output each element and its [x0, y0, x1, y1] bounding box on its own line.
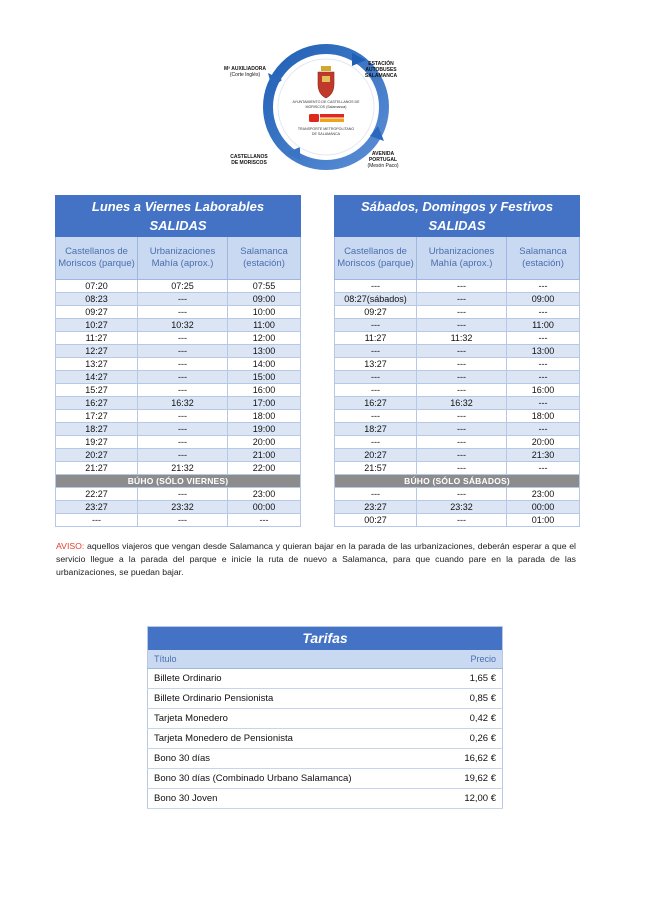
time-cell: 20:27 [335, 449, 417, 462]
time-cell: 21:27 [56, 462, 138, 475]
title-line: Lunes a Viernes Laborables [91, 199, 265, 214]
fare-price: 12,00 € [423, 789, 503, 809]
stop-avenida-portugal [362, 145, 404, 175]
time-cell: --- [335, 488, 417, 501]
time-cell: 23:27 [56, 501, 138, 514]
time-cell: --- [417, 280, 507, 293]
time-cell: --- [335, 410, 417, 423]
fare-row [148, 709, 503, 729]
time-cell: --- [507, 371, 580, 384]
time-cell: --- [138, 410, 228, 423]
time-cell: --- [138, 332, 228, 345]
time-cell: --- [138, 371, 228, 384]
council-name: AYUNTAMIENTO DE CASTELLANOS DE MORISCOS (Salamanca) [292, 100, 360, 109]
timetable-row [335, 345, 580, 358]
time-cell: 23:32 [417, 501, 507, 514]
time-cell: --- [507, 397, 580, 410]
fare-row [148, 669, 503, 689]
time-cell: --- [138, 423, 228, 436]
timetable-row [335, 319, 580, 332]
timetable-row [56, 488, 301, 501]
buho-row [335, 475, 580, 488]
fares-table [147, 626, 503, 809]
buho-label: BÚHO (SÓLO VIERNES) [56, 475, 301, 488]
fare-row [148, 729, 503, 749]
timetable-row [335, 358, 580, 371]
time-cell: --- [417, 306, 507, 319]
time-cell: 11:27 [335, 332, 417, 345]
timetable-row [56, 293, 301, 306]
stop-estacion-autobuses [360, 55, 402, 79]
time-cell: 23:27 [335, 501, 417, 514]
time-cell: 00:00 [507, 501, 580, 514]
time-cell: --- [56, 514, 138, 527]
route-circle-graphic [0, 0, 650, 185]
time-cell: 08:23 [56, 293, 138, 306]
timetable-row [56, 462, 301, 475]
time-cell: 21:30 [507, 449, 580, 462]
title-line: SALIDAS [428, 218, 486, 233]
time-cell: 16:27 [335, 397, 417, 410]
fare-price: 0,26 € [423, 729, 503, 749]
timetable-row [56, 345, 301, 358]
logo-text: TRANSPORTE PÚBLICO [346, 113, 364, 119]
time-cell: 15:27 [56, 384, 138, 397]
timetable-row [335, 410, 580, 423]
title-line: SALIDAS [149, 218, 207, 233]
col-header: Castellanos de Moriscos (parque) [335, 237, 417, 280]
time-cell: 12:00 [228, 332, 301, 345]
time-cell: 18:27 [56, 423, 138, 436]
stop-name: ESTACIÓN AUTOBUSES SALAMANCA [364, 61, 398, 79]
time-cell: 18:00 [228, 410, 301, 423]
timetable-row [56, 384, 301, 397]
stop-maria-auxiliadora [222, 60, 268, 84]
time-cell: --- [417, 488, 507, 501]
timetable-row [56, 436, 301, 449]
time-cell: --- [138, 358, 228, 371]
stop-note: (Mesón Paco) [367, 163, 399, 169]
time-cell: 10:32 [138, 319, 228, 332]
time-cell: --- [417, 410, 507, 423]
time-cell: 16:00 [507, 384, 580, 397]
fare-name: Billete Ordinario Pensionista [148, 689, 423, 709]
buho-label: BÚHO (SÓLO SÁBADOS) [335, 475, 580, 488]
time-cell: 21:32 [138, 462, 228, 475]
col-header: Salamanca (estación) [507, 237, 580, 280]
time-cell: --- [335, 371, 417, 384]
stop-name: CASTELLANOS DE MORISCOS [230, 154, 268, 166]
fare-name: Bono 30 Joven [148, 789, 423, 809]
time-cell: 16:00 [228, 384, 301, 397]
timetable-row [335, 423, 580, 436]
fare-name: Bono 30 días (Combinado Urbano Salamanca) [148, 769, 423, 789]
fare-row [148, 749, 503, 769]
time-cell: --- [138, 436, 228, 449]
time-cell: 17:27 [56, 410, 138, 423]
time-cell: 16:32 [417, 397, 507, 410]
fare-row [148, 789, 503, 809]
timetable-row [335, 501, 580, 514]
fare-row [148, 689, 503, 709]
time-cell: 09:00 [507, 293, 580, 306]
fare-price: 0,42 € [423, 709, 503, 729]
weekend-timetable [334, 195, 580, 527]
time-cell: --- [335, 436, 417, 449]
time-cell: 00:27 [335, 514, 417, 527]
time-cell: 20:00 [507, 436, 580, 449]
timetable-row [335, 488, 580, 501]
fare-name: Tarjeta Monedero [148, 709, 423, 729]
notice-text: aquellos viajeros que vengan desde Salamanca y quieran bajar en la parada de las urbanizaciones, deberán esperar a que el servicio llegue a la parada del parque e inicie la ruta de nuevo a Salamanca, para que cuando pare en la parada de las urbanizaciones, se puedan bajar. [56, 541, 576, 577]
timetable-row [56, 423, 301, 436]
time-cell: --- [417, 462, 507, 475]
timetable-row [56, 358, 301, 371]
time-cell: 09:27 [56, 306, 138, 319]
time-cell: 10:27 [56, 319, 138, 332]
time-cell: 11:00 [507, 319, 580, 332]
fare-price: 19,62 € [423, 769, 503, 789]
time-cell: --- [335, 319, 417, 332]
time-cell: 22:00 [228, 462, 301, 475]
timetable-row [56, 371, 301, 384]
time-cell: --- [138, 384, 228, 397]
timetable-row [56, 332, 301, 345]
time-cell: --- [507, 280, 580, 293]
fare-price: 1,65 € [423, 669, 503, 689]
time-cell: 09:00 [228, 293, 301, 306]
title-line: Sábados, Domingos y Festivos [360, 199, 554, 214]
timetable-row [56, 501, 301, 514]
time-cell: 13:27 [335, 358, 417, 371]
time-cell: --- [335, 384, 417, 397]
time-cell: 19:27 [56, 436, 138, 449]
time-cell: --- [507, 358, 580, 371]
timetable-row [56, 306, 301, 319]
time-cell: 20:00 [228, 436, 301, 449]
timetable-row [56, 410, 301, 423]
timetable-row [56, 397, 301, 410]
time-cell: 18:00 [507, 410, 580, 423]
time-cell: 12:27 [56, 345, 138, 358]
timetable-row [335, 436, 580, 449]
time-cell: --- [417, 345, 507, 358]
time-cell: --- [417, 319, 507, 332]
fare-row [148, 769, 503, 789]
time-cell: 11:27 [56, 332, 138, 345]
time-cell: --- [507, 306, 580, 319]
time-cell: --- [417, 293, 507, 306]
time-cell: --- [335, 280, 417, 293]
time-cell: 10:00 [228, 306, 301, 319]
col-header: Salamanca (estación) [228, 237, 301, 280]
timetable-row [335, 280, 580, 293]
timetable-row [335, 384, 580, 397]
timetable-row [335, 332, 580, 345]
time-cell: --- [417, 449, 507, 462]
time-cell: 13:00 [507, 345, 580, 358]
col-header: Castellanos de Moriscos (parque) [56, 237, 138, 280]
time-cell: --- [138, 345, 228, 358]
time-cell: 14:27 [56, 371, 138, 384]
time-cell: --- [138, 514, 228, 527]
time-cell: --- [417, 384, 507, 397]
time-cell: --- [507, 332, 580, 345]
time-cell: --- [138, 449, 228, 462]
time-cell: 20:27 [56, 449, 138, 462]
weekday-title [56, 196, 301, 237]
time-cell: --- [417, 514, 507, 527]
timetable-row [56, 280, 301, 293]
fare-name: Billete Ordinario [148, 669, 423, 689]
time-cell: --- [335, 345, 417, 358]
time-cell: 16:27 [56, 397, 138, 410]
time-cell: 22:27 [56, 488, 138, 501]
time-cell: --- [507, 423, 580, 436]
time-cell: --- [138, 293, 228, 306]
time-cell: 07:55 [228, 280, 301, 293]
time-cell: --- [417, 436, 507, 449]
fare-name: Tarjeta Monedero de Pensionista [148, 729, 423, 749]
notice [56, 540, 576, 579]
time-cell: 23:00 [228, 488, 301, 501]
timetable-row [56, 514, 301, 527]
timetable-row [335, 293, 580, 306]
time-cell: --- [138, 306, 228, 319]
fare-price: 16,62 € [423, 749, 503, 769]
time-cell: 09:27 [335, 306, 417, 319]
timetable-row [335, 397, 580, 410]
time-cell: 11:00 [228, 319, 301, 332]
time-cell: 23:00 [507, 488, 580, 501]
fare-name: Bono 30 días [148, 749, 423, 769]
time-cell: 01:00 [507, 514, 580, 527]
time-cell: 07:20 [56, 280, 138, 293]
stop-castellanos [226, 148, 272, 166]
timetable-row [335, 306, 580, 319]
time-cell: 08:27(sábados) [335, 293, 417, 306]
route-diagram [0, 0, 650, 185]
timetable-row [335, 514, 580, 527]
time-cell: --- [417, 358, 507, 371]
time-cell: 19:00 [228, 423, 301, 436]
transport-name: TRANSPORTE METROPOLITANO DE SALAMANCA [297, 127, 355, 136]
buho-row [56, 475, 301, 488]
time-cell: 13:00 [228, 345, 301, 358]
notice-keyword: AVISO: [56, 541, 85, 551]
fares-col-price: Precio [423, 650, 503, 669]
fare-price: 0,85 € [423, 689, 503, 709]
time-cell: --- [417, 423, 507, 436]
timetable-row [335, 462, 580, 475]
timetable-row [335, 449, 580, 462]
time-cell: 13:27 [56, 358, 138, 371]
time-cell: 00:00 [228, 501, 301, 514]
time-cell: 21:57 [335, 462, 417, 475]
stop-name: Mª AUXILIADORA [224, 66, 266, 72]
time-cell: --- [138, 488, 228, 501]
time-cell: 18:27 [335, 423, 417, 436]
time-cell: 15:00 [228, 371, 301, 384]
time-cell: 16:32 [138, 397, 228, 410]
timetable-row [56, 319, 301, 332]
col-header: Urbanizaciones Mahía (aprox.) [417, 237, 507, 280]
timetable-row [335, 371, 580, 384]
time-cell: 23:32 [138, 501, 228, 514]
timetable-row [56, 449, 301, 462]
time-cell: --- [228, 514, 301, 527]
time-cell: 17:00 [228, 397, 301, 410]
stop-note: (Corte Inglés) [229, 72, 261, 78]
time-cell: 21:00 [228, 449, 301, 462]
time-cell: 14:00 [228, 358, 301, 371]
stop-name: AVENIDA PORTUGAL [368, 151, 398, 163]
weekday-timetable [55, 195, 301, 527]
time-cell: 07:25 [138, 280, 228, 293]
weekend-title [335, 196, 580, 237]
time-cell: --- [417, 371, 507, 384]
time-cell: 11:32 [417, 332, 507, 345]
col-header: Urbanizaciones Mahía (aprox.) [138, 237, 228, 280]
time-cell: --- [507, 462, 580, 475]
fares-col-title: Título [148, 650, 423, 669]
fares-title: Tarifas [148, 627, 503, 651]
